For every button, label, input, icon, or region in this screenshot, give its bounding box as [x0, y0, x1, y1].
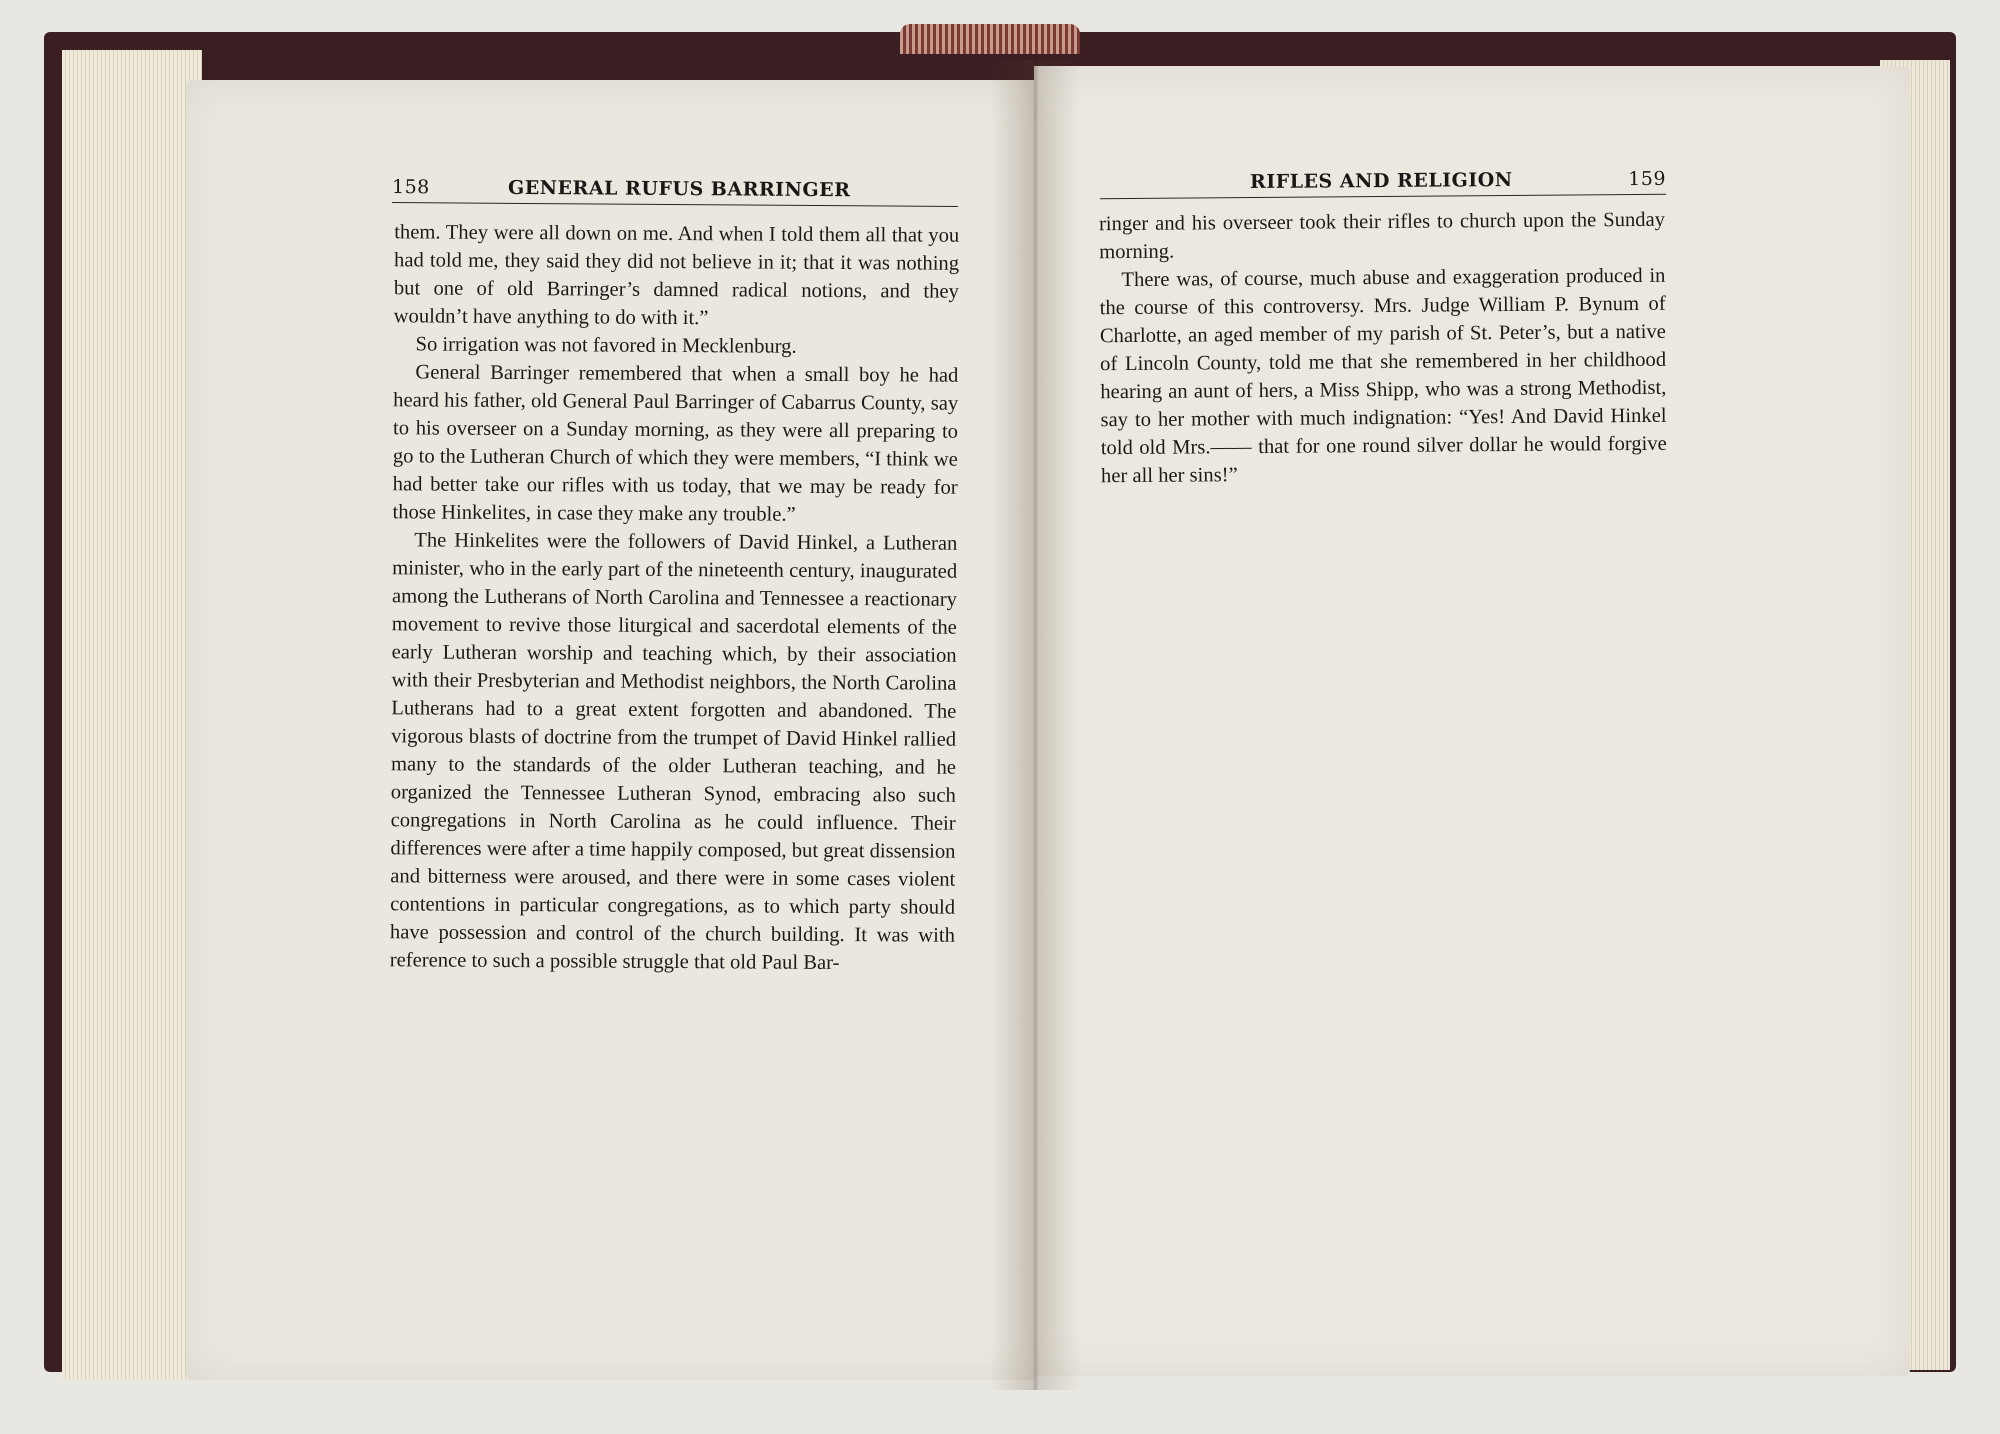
left-paragraph-2: So irrigation was not favored in Mecklenburg. — [415, 333, 797, 358]
right-paragraph-1: ringer and his overseer took their rifles to church upon the Sunday morning. — [1098, 208, 1666, 264]
left-page-number: 158 — [391, 176, 430, 199]
left-paragraph-4: The Hinkelites were the followers of David Hinkel, a Lutheran minister, who in the early part of the nineteenth century, inaugurated among the Lutherans of North Carolina and Tennessee a reactionary movement to revive those liturgical and sacerdotal elements of the early Lutheran worship and teaching which, by their association with their Presbyterian and Methodist neighbors, the North Carolina Lutherans had to a great extent forgotten and abandoned. The vigorous blasts of doctrine from the trumpet of David Hinkel rallied many to the standards of the older Lutheran teaching, and he organized the Tennessee Lutheran Synod, embracing also such congregations in North Carolina as he could influence. Their differences were after a time happily composed, but great dissension and bitterness were aroused, and there were in some cases violent contentions in particular congregations, as to which party should have possession and control of the church building. It was with reference to such a possible struggle that old Paul Bar- — [389, 529, 958, 975]
left-paragraph-3: General Barringer remembered that when a small boy he had heard his father, old General Paul Barringer of Cabarrus County, say to his overseer on a Sunday morning, as they were all preparing to go to the Lutheran Church of which they were members, “I think we had better take our rifles with us today, that we may be ready for those Hinkelites, in case they make any trouble.” — [392, 361, 959, 526]
left-page-body — [390, 218, 960, 977]
page-edges-left — [62, 50, 202, 1380]
book-gutter — [990, 60, 1080, 1390]
right-running-header — [1100, 166, 1666, 199]
left-paragraph-1: them. They were all down on me. And when I told them all that you had told me, they said they did not believe in it; that it was nothing but one of old Barringer’s damned radical notions, and they wouldn’t have anything to do with it.” — [393, 221, 960, 330]
left-running-head: GENERAL RUFUS BARRINGER — [507, 176, 851, 202]
right-running-head: RIFLES AND RELIGION — [1249, 168, 1513, 194]
headband — [900, 24, 1080, 54]
right-paragraph-2: There was, of course, much abuse and exaggeration produced in the course of this controversy. Mrs. Judge William P. Bynum of Charlotte, an aged member of my parish of St. Peter’s, but a native of Lincoln County, told me that she remembered in her childhood hearing an aunt of hers, a Miss Shipp, who was a strong Methodist, say to her mother with much indignation: “Yes! And David Hinkel told old Mrs.—— that for one round silver dollar he would forgive her all her sins!” — [1099, 264, 1667, 488]
right-page-number: 159 — [1628, 167, 1667, 191]
right-page-body — [1099, 206, 1667, 490]
left-running-header — [392, 174, 958, 207]
